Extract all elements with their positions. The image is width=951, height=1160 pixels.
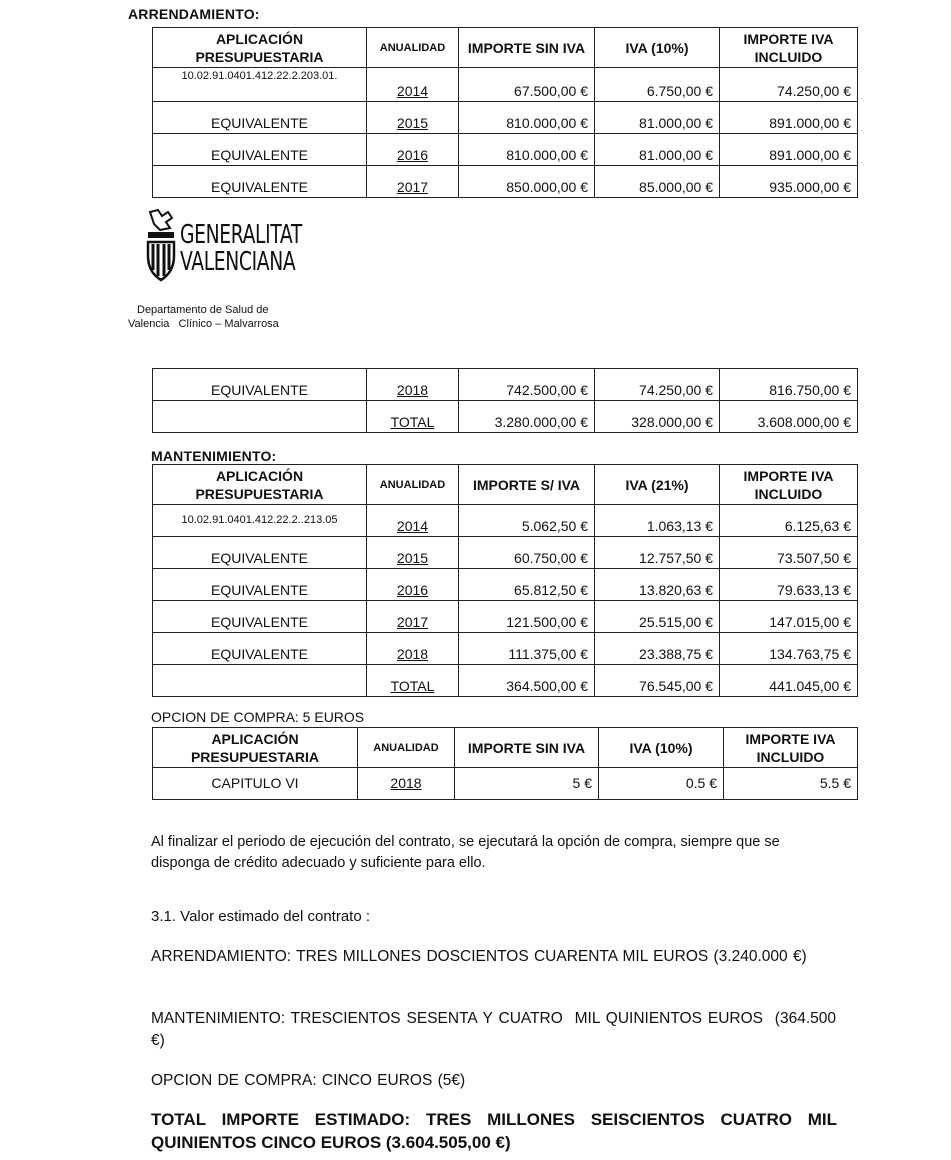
col-header: IMPORTE SIN IVA (459, 28, 595, 68)
cell-total: 79.633,13 € (720, 569, 858, 601)
cell-total: 891.000,00 € (720, 134, 858, 166)
department-line1: Departamento de Salud de (137, 304, 269, 316)
cell-anualidad: 2018 (358, 768, 455, 800)
cell-importe: 5.062,50 € (459, 505, 595, 537)
table-row (153, 166, 858, 198)
table-header-row (153, 28, 858, 68)
cell-iva: 13.820,63 € (595, 569, 720, 601)
table-row (153, 505, 858, 537)
col-header: IMPORTE SIN IVA (455, 728, 599, 768)
cell-aplicacion (153, 665, 367, 697)
cell-total: 3.608.000,00 € (720, 401, 858, 433)
col-header: IMPORTE IVA INCLUIDO (720, 465, 858, 505)
cell-total: 441.045,00 € (720, 665, 858, 697)
cell-importe: 810.000,00 € (459, 102, 595, 134)
opcion-heading: OPCION DE COMPRA: 5 EUROS (151, 709, 365, 725)
col-header: APLICACIÓN PRESUPUESTARIA (153, 465, 367, 505)
cell-total-label: TOTAL (367, 665, 459, 697)
col-header: IVA (21%) (595, 465, 720, 505)
table-row (153, 68, 858, 102)
cell-importe: 810.000,00 € (459, 134, 595, 166)
cell-anualidad: 2015 (367, 537, 459, 569)
cell-aplicacion: EQUIVALENTE (153, 601, 367, 633)
generalitat-emblem-icon (144, 208, 180, 287)
section-3-1-title: 3.1. Valor estimado del contrato : (151, 908, 371, 925)
cell-iva: 12.757,50 € (595, 537, 720, 569)
department-line2: Valencia Clínico – Malvarrosa (128, 318, 279, 330)
cell-anualidad: 2018 (367, 633, 459, 665)
cell-total: 816.750,00 € (720, 369, 858, 401)
cell-anualidad: 2016 (367, 134, 459, 166)
table-row (153, 134, 858, 166)
cell-anualidad: 2016 (367, 569, 459, 601)
cell-iva: 6.750,00 € (595, 68, 720, 102)
table-total-row (153, 665, 858, 697)
cell-anualidad: 2017 (367, 601, 459, 633)
table-row (153, 569, 858, 601)
total-importe-estimado: TOTAL IMPORTE ESTIMADO: TRES MILLONES SEISCIENTOS CUATRO MIL QUINIENTOS CINCO EUROS (3.604.505,00 €) (151, 1110, 837, 1152)
cell-aplicacion: 10.02.91.0401.412.22.2..213.05 (153, 505, 367, 537)
col-header: IVA (10%) (599, 728, 724, 768)
cell-total: 74.250,00 € (720, 68, 858, 102)
col-header: ANUALIDAD (367, 28, 459, 68)
cell-anualidad: 2014 (367, 505, 459, 537)
arrendamiento-table-continued (152, 368, 858, 433)
cell-iva: 85.000,00 € (595, 166, 720, 198)
cell-iva: 74.250,00 € (595, 369, 720, 401)
cell-iva: 0.5 € (599, 768, 724, 800)
cell-importe: 111.375,00 € (459, 633, 595, 665)
cell-aplicacion: EQUIVALENTE (153, 166, 367, 198)
cell-iva: 76.545,00 € (595, 665, 720, 697)
cell-importe: 5 € (455, 768, 599, 800)
cell-aplicacion: EQUIVALENTE (153, 569, 367, 601)
valor-mantenimiento: MANTENIMIENTO: TRESCIENTOS SESENTA Y CUATRO MIL QUINIENTOS EUROS (364.500 €) (151, 1010, 842, 1049)
cell-iva: 81.000,00 € (595, 102, 720, 134)
cell-total: 891.000,00 € (720, 102, 858, 134)
cell-iva: 1.063,13 € (595, 505, 720, 537)
table-row (153, 537, 858, 569)
cell-importe: 850.000,00 € (459, 166, 595, 198)
table-row (153, 768, 858, 800)
cell-aplicacion: EQUIVALENTE (153, 369, 367, 401)
cell-total: 134.763,75 € (720, 633, 858, 665)
table-row (153, 633, 858, 665)
valor-arrendamiento: ARRENDAMIENTO: TRES MILLONES DOSCIENTOS CUARENTA MIL EUROS (3.240.000 €) (151, 948, 807, 965)
cell-importe: 3.280.000,00 € (459, 401, 595, 433)
cell-iva: 328.000,00 € (595, 401, 720, 433)
col-header: IMPORTE IVA INCLUIDO (724, 728, 858, 768)
col-header: APLICACIÓN PRESUPUESTARIA (153, 28, 367, 68)
col-header: ANUALIDAD (358, 728, 455, 768)
table-header-row (153, 465, 858, 505)
cell-anualidad: 2018 (367, 369, 459, 401)
cell-total: 5.5 € (724, 768, 858, 800)
opcion-table (152, 727, 858, 800)
cell-importe: 67.500,00 € (459, 68, 595, 102)
arrendamiento-heading: ARRENDAMIENTO: (128, 6, 260, 22)
cell-iva: 23.388,75 € (595, 633, 720, 665)
cell-importe: 121.500,00 € (459, 601, 595, 633)
cell-aplicacion: 10.02.91.0401.412.22.2.203.01. (153, 68, 367, 102)
cell-iva: 25.515,00 € (595, 601, 720, 633)
cell-importe: 65.812,50 € (459, 569, 595, 601)
cell-aplicacion: EQUIVALENTE (153, 537, 367, 569)
cell-total-label: TOTAL (367, 401, 459, 433)
cell-importe: 60.750,00 € (459, 537, 595, 569)
paragraph-opcion-compra: Al finalizar el periodo de ejecución del contrato, se ejecutará la opción de compra, siempre que se disponga de crédito adecuado y suficiente para ello. (151, 834, 780, 871)
cell-anualidad: 2017 (367, 166, 459, 198)
valor-opcion-compra: OPCION DE COMPRA: CINCO EUROS (5€) (151, 1072, 466, 1089)
mantenimiento-heading: MANTENIMIENTO: (151, 448, 277, 464)
cell-total: 935.000,00 € (720, 166, 858, 198)
logo-line1: GENERALITAT (180, 220, 302, 250)
cell-aplicacion: EQUIVALENTE (153, 102, 367, 134)
col-header: IMPORTE S/ IVA (459, 465, 595, 505)
col-header: APLICACIÓN PRESUPUESTARIA (153, 728, 358, 768)
cell-anualidad: 2015 (367, 102, 459, 134)
cell-importe: 364.500,00 € (459, 665, 595, 697)
mantenimiento-table (152, 464, 858, 697)
arrendamiento-table (152, 27, 858, 198)
col-header: IMPORTE IVA INCLUIDO (720, 28, 858, 68)
col-header: ANUALIDAD (367, 465, 459, 505)
cell-total: 73.507,50 € (720, 537, 858, 569)
cell-anualidad: 2014 (367, 68, 459, 102)
table-row (153, 601, 858, 633)
col-header: IVA (10%) (595, 28, 720, 68)
table-total-row (153, 401, 858, 433)
logo-line2: VALENCIANA (180, 247, 296, 277)
cell-aplicacion (153, 401, 367, 433)
cell-total: 147.015,00 € (720, 601, 858, 633)
cell-aplicacion: EQUIVALENTE (153, 134, 367, 166)
table-header-row (153, 728, 858, 768)
cell-total: 6.125,63 € (720, 505, 858, 537)
cell-aplicacion: EQUIVALENTE (153, 633, 367, 665)
table-row (153, 102, 858, 134)
cell-iva: 81.000,00 € (595, 134, 720, 166)
table-row (153, 369, 858, 401)
cell-importe: 742.500,00 € (459, 369, 595, 401)
cell-aplicacion: CAPITULO VI (153, 768, 358, 800)
